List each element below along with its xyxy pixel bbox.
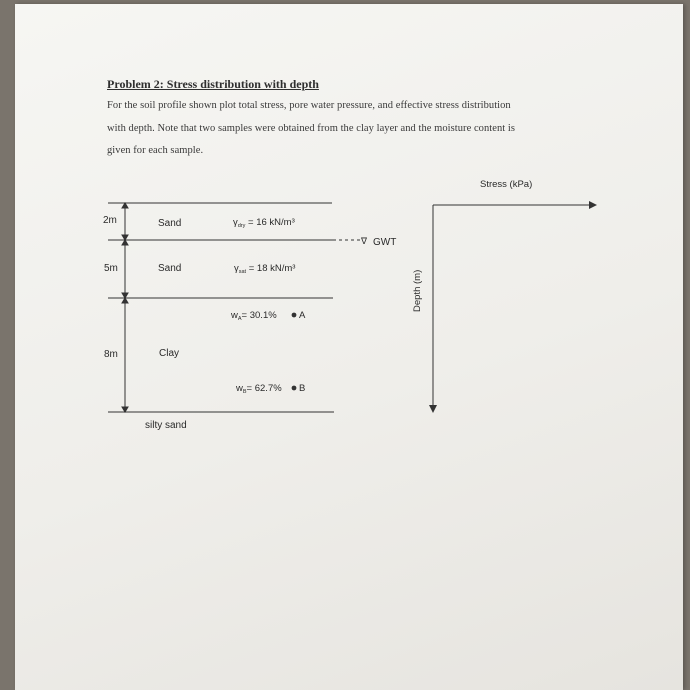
sample-b-moisture: $w_B= 62.7\%$ xyxy=(236,383,282,395)
gwt-triangle-icon: ∇ xyxy=(361,236,368,246)
layer-3-soil: Clay xyxy=(159,348,180,359)
depth-axis-label: Depth (m) xyxy=(412,269,423,312)
problem-text-line-2: with depth. Note that two samples were obtained from the clay layer and the moisture content is xyxy=(107,123,516,134)
layer-2-soil: Sand xyxy=(158,263,182,274)
sample-b-label: B xyxy=(299,383,306,394)
layer-3-thickness: 8m xyxy=(104,349,118,360)
dimension-arrows xyxy=(122,203,128,412)
layer-2-thickness: 5m xyxy=(104,263,118,274)
problem-title: Problem 2: Stress distribution with depth xyxy=(107,77,319,91)
sample-a-moisture: $w_A= 30.1\%$ xyxy=(231,310,277,322)
layer-2-unit-weight: $\gamma_{sat} = 18$ kN/m³ xyxy=(234,263,296,275)
problem-text-line-1: For the soil profile shown plot total stress, pore water pressure, and effective stress distribution xyxy=(107,100,511,111)
layer-1-thickness: 2m xyxy=(103,215,117,226)
sample-a-label: A xyxy=(299,310,306,321)
layer-1-unit-weight: $\gamma_{dry} = 16$ kN/m³ xyxy=(233,217,295,229)
sample-a-point-icon xyxy=(292,313,297,318)
problem-text-line-3: given for each sample. xyxy=(107,145,204,156)
stress-axis-label: Stress (kPa) xyxy=(480,179,533,190)
gwt-label: GWT xyxy=(373,237,397,248)
bottom-soil-label: silty sand xyxy=(145,420,187,431)
layer-1-soil: Sand xyxy=(158,218,182,229)
sample-b-point-icon xyxy=(292,386,297,391)
